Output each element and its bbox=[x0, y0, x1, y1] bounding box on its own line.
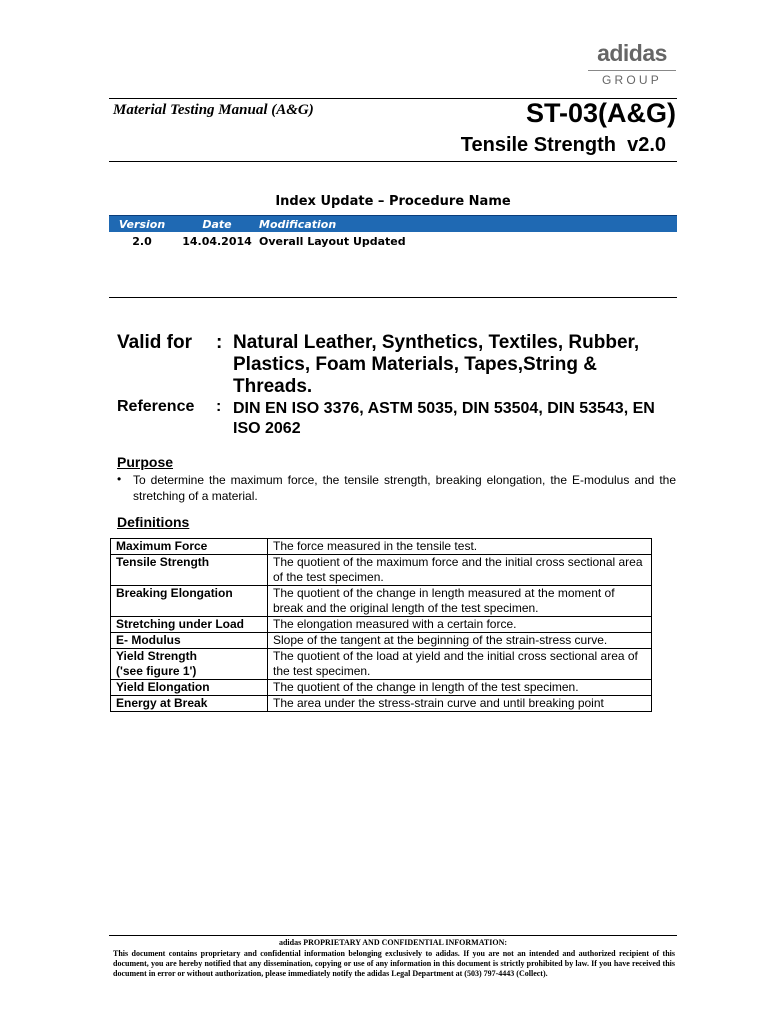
definition-term: Breaking Elongation bbox=[111, 586, 268, 617]
definition-description: The quotient of the load at yield and the initial cross sectional area of the test specimen. bbox=[268, 649, 652, 680]
definition-description: The quotient of the maximum force and the initial cross sectional area of the test specimen. bbox=[268, 555, 652, 586]
confidential-text: This document contains proprietary and confidential information belonging exclusively to adidas. If you are not an intended and authorized recipient of this document, you are hereby notified that any dissemination, copying or use of any information in this document is strictly prohibited by law. If you have received this document in error or without authorization, please immediately notify the adidas Legal Department at (503) 797-4443 (Collect). bbox=[113, 949, 675, 978]
definition-term: Maximum Force bbox=[111, 539, 268, 555]
definition-term: E- Modulus bbox=[111, 633, 268, 649]
reference-label: Reference bbox=[117, 398, 195, 415]
table-row bbox=[111, 555, 652, 586]
logo-wordmark: adidas bbox=[597, 40, 667, 66]
valid-for-value: Natural Leather, Synthetics, Textiles, Rubber, Plastics, Foam Materials, Tapes,String & Threads. bbox=[233, 332, 640, 397]
definition-term: Tensile Strength bbox=[111, 555, 268, 586]
table-row bbox=[111, 696, 652, 712]
definition-description: The quotient of the change in length measured at the moment of break and the original length of the test specimen. bbox=[268, 586, 652, 617]
definition-description: The force measured in the tensile test. bbox=[268, 539, 652, 555]
version-table-header bbox=[109, 216, 677, 233]
table-row bbox=[111, 680, 652, 696]
definitions-table bbox=[110, 538, 652, 712]
definition-term: Energy at Break bbox=[111, 696, 268, 712]
column-header-modification: Modification bbox=[259, 216, 677, 233]
reference-value: DIN EN ISO 3376, ASTM 5035, DIN 53504, DIN 53543, EN ISO 2062 bbox=[233, 400, 655, 437]
document-subtitle: Tensile Strength v2.0 bbox=[460, 134, 666, 156]
index-bottom-rule bbox=[109, 297, 677, 298]
definition-term: Yield Strength ('see figure 1') bbox=[111, 649, 268, 680]
logo-divider bbox=[588, 70, 676, 71]
index-update-title: Index Update – Procedure Name bbox=[275, 194, 511, 209]
definition-description: Slope of the tangent at the beginning of the strain-stress curve. bbox=[268, 633, 652, 649]
confidential-title: adidas PROPRIETARY AND CONFIDENTIAL INFORMATION: bbox=[278, 938, 508, 947]
modification-cell: Overall Layout Updated bbox=[259, 234, 406, 248]
purpose-text: To determine the maximum force, the tensile strength, breaking elongation, the E-modulus and the stretching of a material. bbox=[133, 473, 676, 503]
definition-term: Yield Elongation bbox=[111, 680, 268, 696]
definition-description: The elongation measured with a certain force. bbox=[268, 617, 652, 633]
valid-for-colon: : bbox=[216, 332, 223, 353]
definitions-heading: Definitions bbox=[117, 514, 190, 530]
column-header-date: Date bbox=[175, 216, 259, 233]
manual-title: Material Testing Manual (A&G) bbox=[113, 102, 314, 118]
date-cell: 14.04.2014 bbox=[182, 234, 252, 248]
bullet-icon: • bbox=[117, 472, 122, 486]
table-row bbox=[111, 617, 652, 633]
definition-description: The area under the stress-strain curve and until breaking point bbox=[268, 696, 652, 712]
document-code: ST-03(A&G) bbox=[525, 98, 676, 128]
purpose-heading: Purpose bbox=[117, 454, 174, 470]
table-row bbox=[111, 649, 652, 680]
definition-term: Stretching under Load bbox=[111, 617, 268, 633]
reference-colon: : bbox=[216, 398, 222, 415]
table-row bbox=[111, 539, 652, 555]
version-table bbox=[109, 215, 677, 250]
footer-rule bbox=[109, 935, 677, 936]
table-row bbox=[111, 633, 652, 649]
definition-description: The quotient of the change in length of the test specimen. bbox=[268, 680, 652, 696]
table-row bbox=[111, 586, 652, 617]
table-row bbox=[109, 232, 677, 250]
column-header-version: Version bbox=[109, 216, 175, 233]
version-cell: 2.0 bbox=[132, 234, 152, 248]
header-bottom-rule bbox=[109, 161, 677, 162]
valid-for-label: Valid for bbox=[117, 332, 192, 353]
logo-group-text: GROUP bbox=[601, 73, 662, 87]
adidas-group-logo bbox=[584, 40, 680, 87]
